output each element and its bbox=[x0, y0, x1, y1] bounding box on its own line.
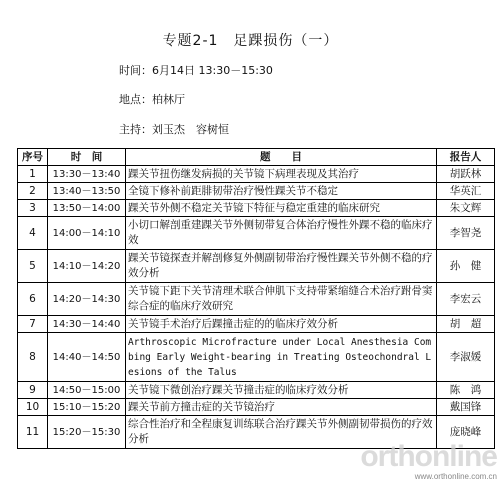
schedule-rows bbox=[18, 166, 495, 449]
table-header-row bbox=[18, 149, 495, 166]
row-speaker: 孙 健 bbox=[437, 250, 495, 283]
row-number: 4 bbox=[18, 217, 48, 250]
row-speaker: 庞晓峰 bbox=[437, 416, 495, 449]
row-number: 5 bbox=[18, 250, 48, 283]
row-topic: 关节镜下距下关节清理术联合伸肌下支持带紧缩缝合术治疗跗骨窦综合症的临床疗效研究 bbox=[126, 283, 437, 316]
row-topic: Arthroscopic Microfracture under Local Anesthesia Combing Early Weight-bearing in Treating Osteochondral Lesions of the Talus bbox=[126, 333, 437, 382]
row-speaker: 朱文辉 bbox=[437, 200, 495, 217]
row-time: 14:00－14:10 bbox=[48, 217, 126, 250]
page-title: 专题2-1 足踝损伤（一） bbox=[162, 33, 339, 49]
row-time: 13:40－13:50 bbox=[48, 183, 126, 200]
row-topic: 综合性治疗和全程康复训练联合治疗踝关节外侧副韧带损伤的疗效分析 bbox=[126, 416, 437, 449]
session-host: 主持：刘玉杰 容树恒 bbox=[119, 123, 229, 136]
row-number: 1 bbox=[18, 166, 48, 183]
row-time: 13:30－13:40 bbox=[48, 166, 126, 183]
row-topic: 踝关节前方撞击症的关节镜治疗 bbox=[126, 399, 437, 416]
table-row bbox=[18, 250, 495, 283]
row-time: 14:50－15:00 bbox=[48, 382, 126, 399]
row-number: 8 bbox=[18, 333, 48, 382]
row-topic: 关节镜手术治疗后踝撞击症的的临床疗效分析 bbox=[126, 316, 437, 333]
row-number: 10 bbox=[18, 399, 48, 416]
row-topic: 小切口解剖重建踝关节外侧韧带复合体治疗慢性外踝不稳的临床疗效 bbox=[126, 217, 437, 250]
session-place: 地点：柏林厅 bbox=[119, 93, 185, 106]
row-topic: 全镜下修补前距腓韧带治疗慢性踝关节不稳定 bbox=[126, 183, 437, 200]
table-row bbox=[18, 316, 495, 333]
row-number: 7 bbox=[18, 316, 48, 333]
row-speaker: 胡跃林 bbox=[437, 166, 495, 183]
row-number: 9 bbox=[18, 382, 48, 399]
row-topic: 踝关节外侧不稳定关节镜下特征与稳定重建的临床研究 bbox=[126, 200, 437, 217]
row-speaker: 华英汇 bbox=[437, 183, 495, 200]
row-topic: 踝关节扭伤继发病损的关节镜下病理表现及其治疗 bbox=[126, 166, 437, 183]
row-speaker: 李淑媛 bbox=[437, 333, 495, 382]
row-number: 3 bbox=[18, 200, 48, 217]
row-time: 15:20－15:30 bbox=[48, 416, 126, 449]
row-time: 14:30－14:40 bbox=[48, 316, 126, 333]
row-number: 6 bbox=[18, 283, 48, 316]
row-speaker: 陈 鸿 bbox=[437, 382, 495, 399]
table-row bbox=[18, 200, 495, 217]
table-row bbox=[18, 382, 495, 399]
session-time: 时间：6月14日 13:30－15:30 bbox=[119, 64, 273, 77]
row-topic: 关节镜下微创治疗踝关节撞击症的临床疗效分析 bbox=[126, 382, 437, 399]
row-time: 13:50－14:00 bbox=[48, 200, 126, 217]
row-time: 15:10－15:20 bbox=[48, 399, 126, 416]
row-number: 11 bbox=[18, 416, 48, 449]
table-row bbox=[18, 166, 495, 183]
schedule-table bbox=[17, 148, 495, 449]
row-topic: 踝关节镜探查并解剖修复外侧副韧带治疗慢性踝关节外侧不稳的疗效分析 bbox=[126, 250, 437, 283]
watermark bbox=[360, 442, 497, 481]
table-row bbox=[18, 283, 495, 316]
table-row bbox=[18, 399, 495, 416]
table-row bbox=[18, 333, 495, 382]
watermark-url: www.orthonline.com.cn bbox=[414, 472, 497, 481]
header-time: 时 间 bbox=[48, 149, 126, 166]
row-speaker: 胡 超 bbox=[437, 316, 495, 333]
row-number: 2 bbox=[18, 183, 48, 200]
header-topic: 题 目 bbox=[126, 149, 437, 166]
row-time: 14:10－14:20 bbox=[48, 250, 126, 283]
header-number: 序号 bbox=[18, 149, 48, 166]
row-speaker: 李智尧 bbox=[437, 217, 495, 250]
header-speaker: 报告人 bbox=[437, 149, 495, 166]
table-row bbox=[18, 217, 495, 250]
row-time: 14:20－14:30 bbox=[48, 283, 126, 316]
watermark-logo: orthonline bbox=[360, 440, 497, 473]
row-speaker: 李宏云 bbox=[437, 283, 495, 316]
table-row bbox=[18, 183, 495, 200]
row-speaker: 戴国锋 bbox=[437, 399, 495, 416]
row-time: 14:40－14:50 bbox=[48, 333, 126, 382]
